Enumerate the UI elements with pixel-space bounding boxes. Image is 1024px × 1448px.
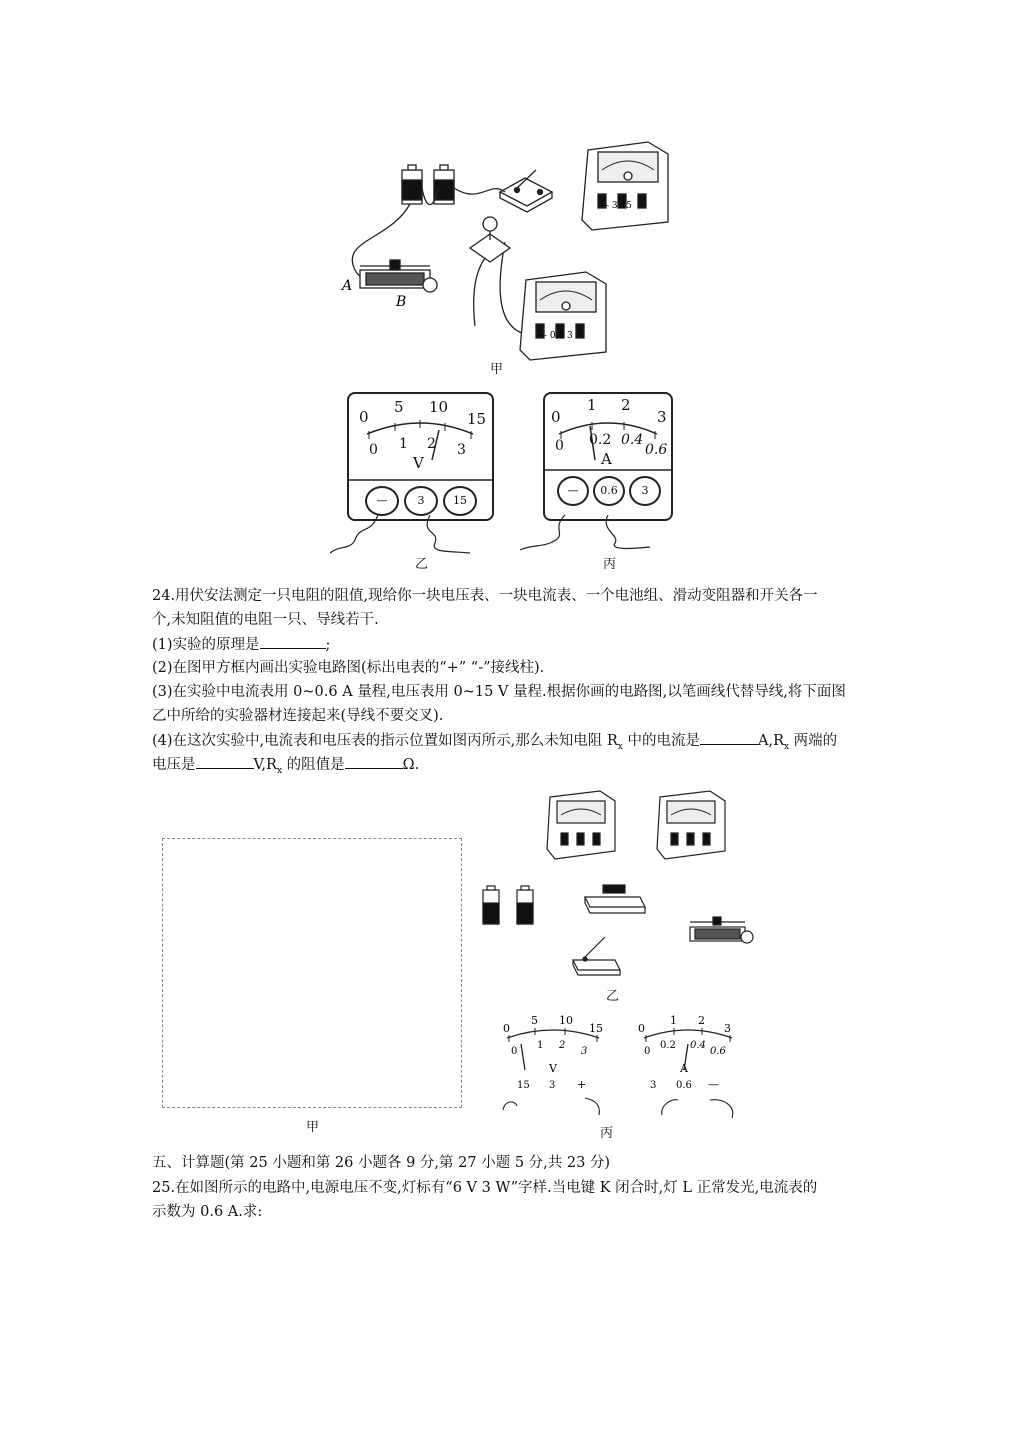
- svg-text:—: —: [708, 1078, 719, 1091]
- battery-icon: [402, 165, 454, 204]
- svg-text:— 3 15: — 3 15: [600, 201, 632, 211]
- terminal-15: 15: [443, 486, 477, 516]
- svg-text:A: A: [680, 1062, 688, 1075]
- terminal-0-6: 0.6: [593, 476, 625, 506]
- svg-text:2: 2: [698, 1014, 705, 1027]
- q24-part3-line1: (3)在实验中电流表用 0~0.6 A 量程,电压表用 0~15 V 量程.根据你画的电路图,以笔画线代替导线,将下面图: [152, 684, 846, 700]
- caption-bing: 丙: [603, 557, 617, 572]
- resistor-icon: [585, 885, 645, 913]
- switch-icon: [573, 937, 620, 975]
- svg-text:3: 3: [724, 1022, 731, 1035]
- svg-text:2: 2: [559, 1040, 566, 1051]
- apparatus-figure-jia: [330, 130, 690, 380]
- terminal-3: 3: [629, 476, 661, 506]
- q24-part1: (1)实验的原理是 ;: [152, 633, 330, 656]
- svg-text:0.4: 0.4: [690, 1040, 706, 1051]
- switch-icon: [500, 170, 552, 212]
- svg-text:0.6: 0.6: [676, 1080, 692, 1091]
- voltmeter-dial: 0 5 10 15 0 1 2 3 V — 3 15: [347, 392, 494, 521]
- voltmeter-leads: [330, 515, 510, 555]
- svg-text:0.2: 0.2: [660, 1040, 676, 1051]
- q25-line1: 25.在如图所示的电路中,电源电压不变,灯标有“6 V 3 W”字样.当电键 K 闭合时,灯 L 正常发光,电流表的: [152, 1180, 818, 1196]
- voltmeter-device-icon: [657, 791, 725, 859]
- lamp-icon: [470, 217, 510, 262]
- svg-text:15: 15: [589, 1022, 603, 1035]
- svg-text:0: 0: [503, 1022, 510, 1035]
- apparatus-figure-yi: [475, 785, 765, 985]
- svg-text:V: V: [549, 1062, 557, 1075]
- answer-blank[interactable]: [345, 753, 403, 769]
- q24-stem-line1: 24.用伏安法测定一只电阻的阻值,现给你一块电压表、一块电流表、一个电池组、滑动变阻器和开关各一: [152, 588, 818, 604]
- q24-part3-line2: 乙中所给的实验器材连接起来(导线不要交叉).: [152, 708, 444, 724]
- terminal-negative: —: [557, 476, 589, 506]
- caption-yi: 乙: [415, 557, 429, 572]
- svg-text:3: 3: [650, 1080, 657, 1091]
- circuit-drawing-box[interactable]: [162, 838, 462, 1108]
- svg-text:5: 5: [531, 1014, 538, 1027]
- ammeter-dial: 0 1 2 3 0 0.2 0.4 0.6 A — 0.6 3: [543, 392, 673, 521]
- voltmeter-scale-small: [495, 1010, 615, 1120]
- section-heading: 五、计算题(第 25 小题和第 26 小题各 9 分,第 27 小题 5 分,共 23 分): [152, 1155, 611, 1171]
- svg-text:15: 15: [517, 1080, 530, 1091]
- caption-bing-2: 丙: [600, 1126, 614, 1141]
- answer-blank[interactable]: [196, 753, 254, 769]
- ammeter-leads: [520, 505, 680, 555]
- svg-text:0: 0: [644, 1046, 651, 1057]
- svg-text:0.6: 0.6: [710, 1046, 726, 1057]
- svg-text:0: 0: [638, 1022, 645, 1035]
- label-a: A: [342, 278, 353, 294]
- caption-jia-2: 甲: [306, 1120, 320, 1135]
- q24-stem-line2: 个,未知阻值的电阻一只、导线若干.: [152, 612, 379, 628]
- ammeter-device-icon: [520, 272, 606, 360]
- svg-text:10: 10: [559, 1014, 573, 1027]
- ammeter-scale-small: [632, 1010, 752, 1120]
- svg-text:1: 1: [537, 1040, 544, 1051]
- svg-text:3: 3: [549, 1080, 556, 1091]
- caption-jia: 甲: [490, 362, 504, 377]
- q24-part4-line1: (4)在这次实验中,电流表和电压表的指示位置如图丙所示,那么未知电阻 $R_x$ 中的电流是 $A,R_x$ 两端的: [152, 729, 837, 758]
- svg-text:+: +: [577, 1078, 587, 1091]
- answer-blank[interactable]: [700, 729, 758, 745]
- terminal-3: 3: [404, 486, 438, 516]
- caption-yi-2: 乙: [606, 989, 620, 1004]
- label-b: B: [396, 294, 407, 310]
- svg-text:— 0.6 3: — 0.6 3: [538, 331, 573, 341]
- svg-text:0: 0: [511, 1046, 518, 1057]
- rheostat-icon: [360, 260, 437, 292]
- svg-text:3: 3: [581, 1046, 588, 1057]
- q25-line2: 示数为 0.6 A.求:: [152, 1204, 263, 1220]
- terminal-negative: —: [365, 486, 399, 516]
- q24-part4-line2: 电压是 $V,R_x$ 的阻值是 Ω.: [152, 753, 419, 782]
- ammeter-device-icon: [547, 791, 615, 859]
- voltmeter-device-icon: [582, 142, 668, 230]
- svg-text:1: 1: [670, 1014, 677, 1027]
- q24-part2: (2)在图甲方框内画出实验电路图(标出电表的“+” “-”接线柱).: [152, 660, 545, 676]
- battery-icon: [483, 886, 533, 924]
- rheostat-icon: [690, 917, 753, 943]
- answer-blank[interactable]: [260, 633, 326, 649]
